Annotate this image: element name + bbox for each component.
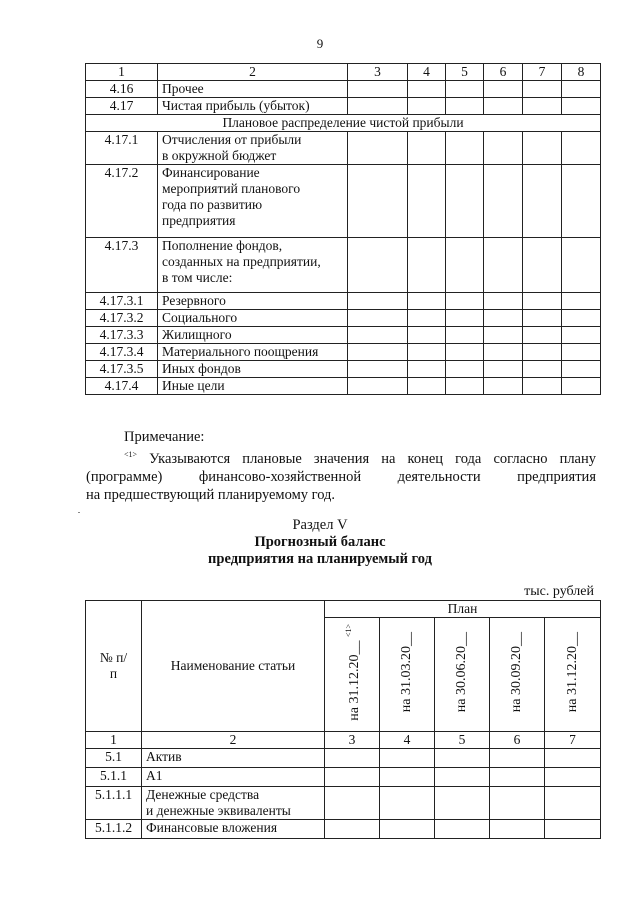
index-cell: 1: [86, 732, 142, 749]
row-number: 4.16: [86, 81, 158, 98]
header-cell: 1: [86, 64, 158, 81]
header-cell: 2: [158, 64, 348, 81]
header-cell: 3: [348, 64, 408, 81]
page-number: 9: [316, 36, 324, 51]
table-row: [86, 768, 601, 787]
scan-speck: [78, 512, 80, 513]
row-name-line: года по развитию: [162, 197, 263, 212]
units-label: тыс. рублей: [524, 584, 594, 599]
index-cell: 3: [325, 732, 380, 749]
plan-date-label: на 31.03.20__: [399, 632, 414, 713]
row-number: 4.17.3.5: [86, 361, 158, 378]
row-number: 4.17.3.3: [86, 327, 158, 344]
section-row-label: Плановое распределение чистой прибыли: [86, 115, 601, 132]
table-row: [86, 820, 601, 839]
plan-date-label: на 30.09.20__: [509, 632, 524, 713]
table-row: [86, 238, 601, 293]
row-name: Актив: [142, 749, 325, 768]
row-number: 5.1.1.2: [86, 820, 142, 839]
table-row: [86, 293, 601, 310]
row-name-line: созданных на предприятии,: [162, 254, 321, 269]
note-line: (программе) финансово-хозяйственной деятельности предприятия: [86, 469, 596, 485]
row-number: 5.1.1: [86, 768, 142, 787]
row-name-line: Отчисления от прибыли: [162, 132, 302, 147]
row-number: 4.17.3.2: [86, 310, 158, 327]
row-name-line: предприятия: [162, 213, 236, 228]
table-row: [86, 310, 601, 327]
col-name-header: Наименование статьи: [142, 601, 325, 732]
table-span-row: [86, 115, 601, 132]
row-name: Резервного: [158, 293, 348, 310]
plan-date-cell: [490, 618, 545, 732]
row-number: 4.17.1: [86, 132, 158, 165]
row-name: [158, 132, 348, 165]
plan-date-text: на 31.12.20__: [347, 640, 362, 721]
balance-forecast-table: [85, 600, 601, 839]
note-line: на предшествующий планируемому год.: [86, 487, 336, 503]
section-title-line2: предприятия на планируемый год: [208, 551, 432, 567]
row-name: Иные цели: [158, 378, 348, 395]
table-row: [86, 327, 601, 344]
col-num-label: № п/п: [99, 650, 128, 681]
table-header-row: [86, 601, 601, 618]
row-name: Финансовые вложения: [142, 820, 325, 839]
plan-header: План: [325, 601, 601, 618]
plan-date-cell: [545, 618, 601, 732]
plan-date-cell: [325, 618, 380, 732]
index-cell: 2: [142, 732, 325, 749]
header-cell: 5: [446, 64, 484, 81]
profit-distribution-table: [85, 63, 601, 395]
row-name-line: в том числе:: [162, 270, 233, 285]
table-row: [86, 361, 601, 378]
header-cell: 4: [408, 64, 446, 81]
row-name: Социального: [158, 310, 348, 327]
table-row: [86, 749, 601, 768]
note-body: [86, 446, 596, 504]
header-cell: 7: [523, 64, 562, 81]
note-title: Примечание:: [124, 429, 205, 445]
table-header-row: [86, 64, 601, 81]
plan-date-label: на 31.12.20__: [564, 632, 580, 713]
index-cell: 7: [545, 732, 601, 749]
row-name: А1: [142, 768, 325, 787]
table-row: [86, 132, 601, 165]
row-number: 5.1.1.1: [86, 787, 142, 820]
header-cell: 8: [562, 64, 601, 81]
index-cell: 5: [435, 732, 490, 749]
row-name: [158, 165, 348, 238]
index-cell: 4: [380, 732, 435, 749]
plan-date-label: [341, 624, 363, 721]
row-name: Чистая прибыль (убыток): [158, 98, 348, 115]
table-row: [86, 787, 601, 820]
row-number: 4.17.3: [86, 238, 158, 293]
table-row: [86, 165, 601, 238]
row-name-line: Денежные средства: [146, 787, 260, 802]
row-name-line: и денежные эквиваленты: [146, 803, 291, 818]
row-name-line: в окружной бюджет: [162, 148, 277, 163]
note-text: Указываются плановые значения на конец года согласно плану: [149, 451, 597, 467]
row-name: Прочее: [158, 81, 348, 98]
row-name: Иных фондов: [158, 361, 348, 378]
col-num-header: [86, 601, 142, 732]
plan-date-cell: [435, 618, 490, 732]
row-name-line: Финансирование: [162, 165, 260, 180]
row-name: [142, 787, 325, 820]
header-cell: 6: [484, 64, 523, 81]
footnote-mark: <1>: [344, 624, 353, 638]
index-cell: 6: [490, 732, 545, 749]
row-number: 4.17.3.1: [86, 293, 158, 310]
index-row: [86, 732, 601, 749]
table-row: [86, 344, 601, 361]
footnote-mark: <1>: [124, 450, 138, 459]
row-number: 5.1: [86, 749, 142, 768]
note-line: [86, 446, 596, 468]
row-number: 4.17.2: [86, 165, 158, 238]
plan-date-label: на 30.06.20__: [454, 632, 469, 713]
section-label: Раздел V: [292, 517, 348, 533]
table-row: [86, 81, 601, 98]
row-number: 4.17: [86, 98, 158, 115]
plan-date-cell: [380, 618, 435, 732]
row-number: 4.17.4: [86, 378, 158, 395]
row-name: Материального поощрения: [158, 344, 348, 361]
section-title-line1: Прогнозный баланс: [254, 534, 386, 550]
table-row: [86, 98, 601, 115]
row-name-line: Пополнение фондов,: [162, 238, 283, 253]
row-name: [158, 238, 348, 293]
row-name-line: мероприятий планового: [162, 181, 301, 196]
row-name: Жилищного: [158, 327, 348, 344]
table-row: [86, 378, 601, 395]
row-number: 4.17.3.4: [86, 344, 158, 361]
